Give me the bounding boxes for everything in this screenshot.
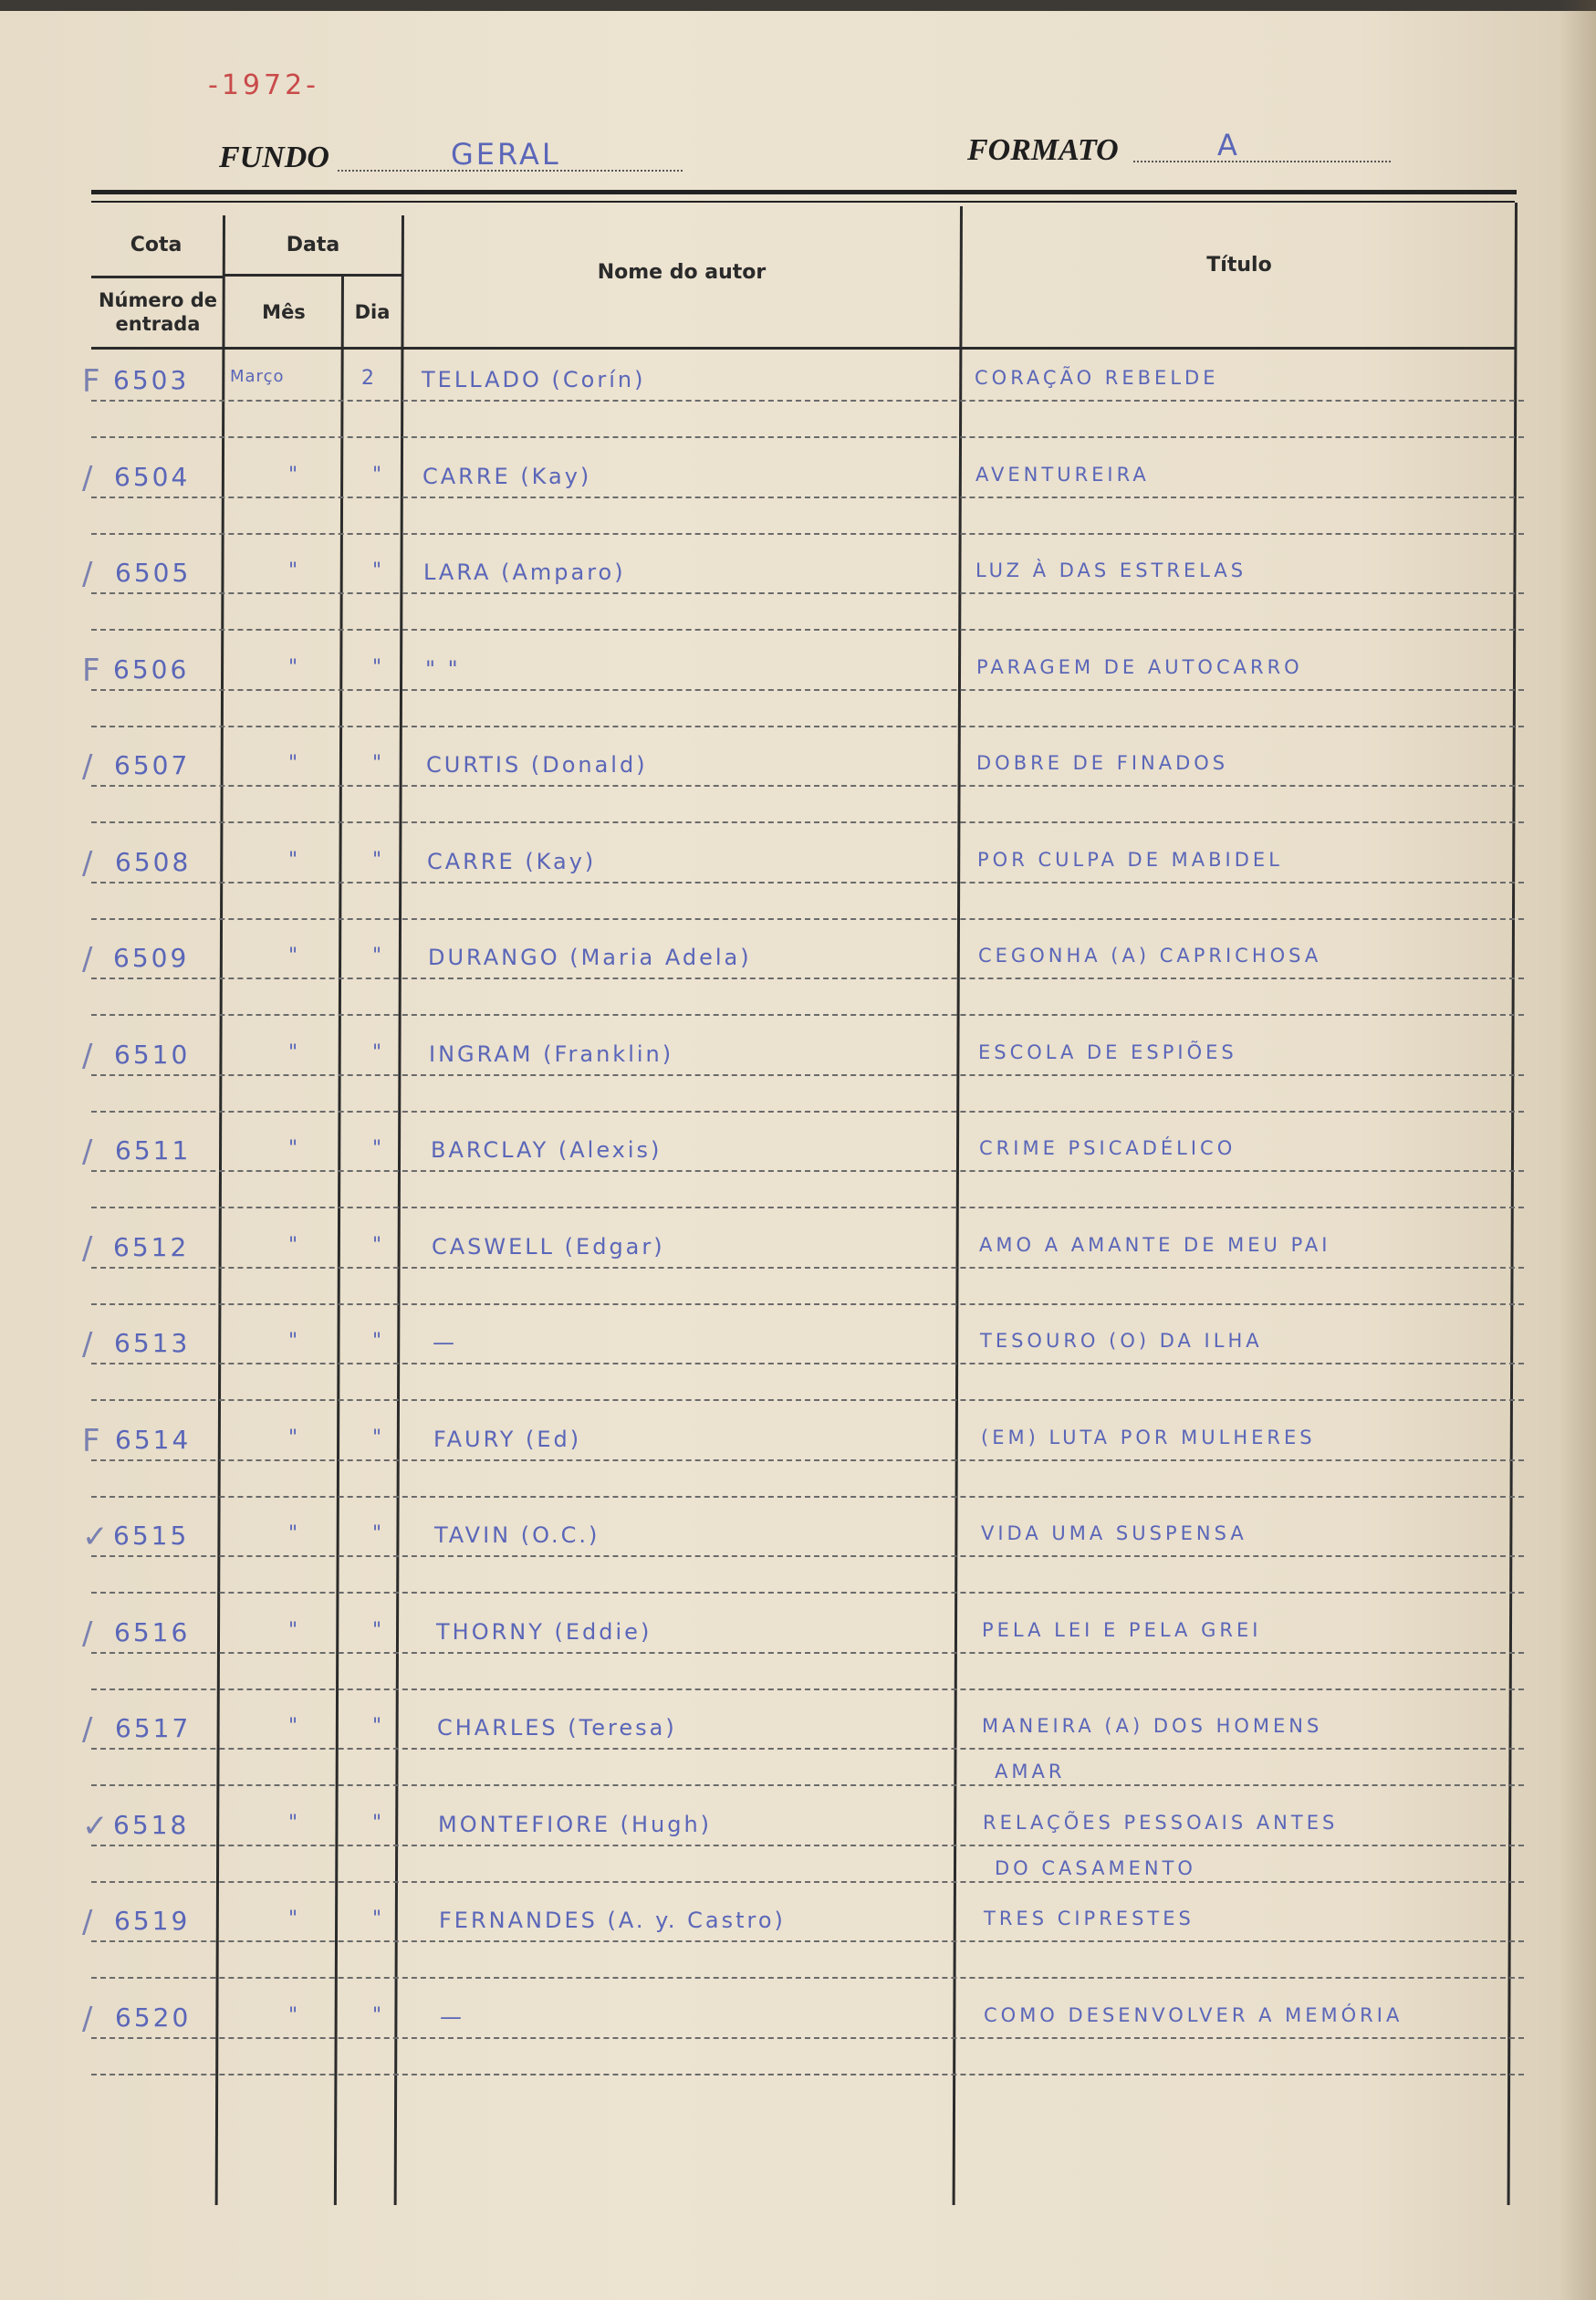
row-midline xyxy=(91,533,1524,535)
entry-number: 6506 xyxy=(113,653,190,685)
row-midline xyxy=(91,821,1524,823)
entry-author: " " xyxy=(425,655,461,682)
entry-author: CHARLES (Teresa) xyxy=(437,1715,677,1741)
entry-title: CORAÇÃO REBELDE xyxy=(975,367,1219,389)
entry-author: LARA (Amparo) xyxy=(423,559,626,585)
entry-mark: / xyxy=(82,941,96,978)
entry-author: — xyxy=(440,2003,464,2030)
titulo-header: Título xyxy=(1206,254,1272,277)
entry-title: RELAÇÕES PESSOAIS ANTES xyxy=(983,1811,1339,1834)
entry-number: 6511 xyxy=(115,1135,192,1166)
entry-number: 6518 xyxy=(113,1809,190,1840)
entry-mark: / xyxy=(82,1615,96,1652)
entry-month: " xyxy=(288,1040,301,1064)
entry-title: TESOURO (O) DA ILHA xyxy=(980,1330,1263,1352)
entry-title: CRIME PSICADÉLICO xyxy=(979,1137,1236,1159)
entry-number: 6503 xyxy=(113,365,190,395)
entry-day: " xyxy=(372,2003,385,2027)
row-midline xyxy=(91,1399,1524,1401)
entry-author: DURANGO (Maria Adela) xyxy=(428,945,752,970)
entry-number: 6520 xyxy=(115,2002,192,2033)
row-midline xyxy=(91,1111,1524,1113)
row-baseline xyxy=(91,592,1524,594)
entry-number: 6509 xyxy=(113,943,190,973)
entry-mark: ✓ xyxy=(82,1519,111,1555)
entry-mark: F xyxy=(82,652,103,689)
entry-month: " xyxy=(288,945,301,967)
row-midline xyxy=(91,1496,1524,1498)
entry-month: " xyxy=(288,1811,301,1835)
entry-mark: F xyxy=(82,363,103,400)
entry-mark: F xyxy=(82,1422,103,1459)
entry-mark: / xyxy=(82,1229,96,1267)
row-midline xyxy=(91,918,1524,920)
entry-author: CARRE (Kay) xyxy=(427,848,597,874)
row-baseline xyxy=(91,1652,1524,1654)
row-baseline xyxy=(91,1459,1524,1461)
entry-day: " xyxy=(372,1908,385,1930)
data-header: Data xyxy=(286,234,340,256)
entry-month: " xyxy=(288,463,301,486)
row-midline xyxy=(91,1014,1524,1016)
data-divider xyxy=(224,274,402,277)
mes-header: Mês xyxy=(262,301,306,323)
entry-title: COMO DESENVOLVER A MEMÓRIA xyxy=(984,2003,1403,2026)
row-baseline xyxy=(91,1267,1524,1269)
entry-month: " xyxy=(288,1522,301,1545)
entry-day: " xyxy=(372,752,385,775)
row-midline xyxy=(91,1207,1524,1208)
entry-number: 6513 xyxy=(114,1328,191,1358)
row-midline xyxy=(91,1881,1524,1883)
entry-title: MANEIRA (A) DOS HOMENS xyxy=(982,1715,1323,1737)
row-baseline xyxy=(91,1748,1524,1750)
entry-title: PELA LEI E PELA GREI xyxy=(982,1618,1262,1641)
entry-day: " xyxy=(372,1522,385,1545)
entry-title: AVENTUREIRA xyxy=(975,463,1150,486)
entry-day: " xyxy=(372,1233,385,1257)
entry-mark: / xyxy=(82,1711,96,1748)
row-midline xyxy=(91,726,1524,727)
entry-month: " xyxy=(288,848,301,872)
entry-mark: ✓ xyxy=(82,1807,111,1845)
dia-header: Dia xyxy=(354,301,391,323)
row-baseline xyxy=(91,882,1524,883)
entry-author: INGRAM (Franklin) xyxy=(429,1040,674,1067)
row-midline xyxy=(91,1688,1524,1690)
entry-number: 6519 xyxy=(114,1906,191,1936)
page-top-edge xyxy=(0,0,1596,11)
entry-title: DOBRE DE FINADOS xyxy=(976,752,1229,774)
entry-mark: / xyxy=(82,748,96,785)
entry-month: " xyxy=(288,1137,301,1160)
entry-author: FERNANDES (A. y. Castro) xyxy=(439,1908,786,1933)
entry-author: — xyxy=(433,1330,457,1355)
row-midline xyxy=(91,629,1524,631)
entry-title: PARAGEM DE AUTOCARRO xyxy=(976,655,1303,678)
entry-day: " xyxy=(372,945,385,967)
entry-month: " xyxy=(288,752,301,775)
entry-day: " xyxy=(372,559,385,582)
page-right-edge xyxy=(1559,0,1596,2300)
row-midline xyxy=(91,1592,1524,1594)
entry-author: CURTIS (Donald) xyxy=(426,752,648,778)
entry-author: FAURY (Ed) xyxy=(433,1426,582,1452)
entry-number: 6505 xyxy=(115,558,192,588)
entry-day: " xyxy=(372,1618,385,1642)
entry-number: 6510 xyxy=(114,1039,191,1070)
entry-month: " xyxy=(288,2003,301,2027)
entry-month: " xyxy=(288,1233,301,1257)
entry-title: AMO A AMANTE DE MEU PAI xyxy=(979,1233,1331,1256)
cota-divider xyxy=(91,276,224,278)
entry-month: " xyxy=(288,1330,301,1353)
entry-author: CARRE (Kay) xyxy=(422,463,592,489)
autor-header: Nome do autor xyxy=(597,261,767,284)
row-baseline xyxy=(91,1170,1524,1172)
entry-title: LUZ À DAS ESTRELAS xyxy=(975,559,1247,581)
entry-day: " xyxy=(372,655,385,679)
entry-day: " xyxy=(372,1715,385,1738)
formato-label: FORMATO xyxy=(967,133,1119,167)
entry-author: BARCLAY (Alexis) xyxy=(431,1137,662,1163)
entry-title: POR CULPA DE MABIDEL xyxy=(977,848,1283,871)
row-baseline xyxy=(91,978,1524,979)
formato-value: A xyxy=(1217,128,1240,162)
entry-month: " xyxy=(288,1618,301,1642)
entry-title-continued: AMAR xyxy=(995,1761,1066,1782)
entry-mark: / xyxy=(82,556,96,592)
row-baseline xyxy=(91,1555,1524,1557)
formato-line xyxy=(1133,161,1391,162)
entry-month: Março xyxy=(230,367,285,386)
row-baseline xyxy=(91,497,1524,498)
header-bottom-rule xyxy=(91,347,1517,350)
entry-number: 6516 xyxy=(114,1616,191,1647)
entry-mark: / xyxy=(82,1904,96,1940)
row-baseline xyxy=(91,2037,1524,2039)
entry-day: " xyxy=(372,1330,385,1353)
entry-day: " xyxy=(372,1426,385,1449)
entry-day: 2 xyxy=(361,367,377,390)
row-baseline xyxy=(91,785,1524,787)
row-midline xyxy=(91,2074,1524,2075)
entry-title: CEGONHA (A) CAPRICHOSA xyxy=(978,945,1322,967)
entry-day: " xyxy=(372,1811,385,1835)
header-rule-thin xyxy=(91,201,1515,203)
entry-month: " xyxy=(288,1908,301,1930)
entry-number: 6508 xyxy=(115,846,192,877)
entry-day: " xyxy=(372,848,385,872)
entry-title-continued: DO CASAMENTO xyxy=(995,1856,1196,1879)
row-baseline xyxy=(91,1074,1524,1076)
entry-mark: / xyxy=(82,2000,96,2037)
entry-day: " xyxy=(372,1040,385,1064)
row-baseline xyxy=(91,1940,1524,1942)
row-baseline xyxy=(91,400,1524,402)
header-rule-top xyxy=(91,190,1517,194)
row-baseline xyxy=(91,1363,1524,1364)
cota-header: Cota xyxy=(130,234,183,256)
entry-author: MONTEFIORE (Hugh) xyxy=(438,1811,713,1837)
entry-author: TELLADO (Corín) xyxy=(422,367,646,392)
fundo-label: FUNDO xyxy=(219,141,329,174)
entry-number: 6514 xyxy=(115,1424,192,1455)
fundo-value: GERAL xyxy=(451,137,561,172)
entry-mark: / xyxy=(82,459,96,497)
entry-day: " xyxy=(372,463,385,486)
entry-author: TAVIN (O.C.) xyxy=(434,1522,600,1548)
row-midline xyxy=(91,1784,1524,1786)
entry-number: 6517 xyxy=(115,1713,192,1743)
year-note: -1972- xyxy=(208,69,319,101)
entry-number: 6515 xyxy=(113,1521,190,1551)
entry-day: " xyxy=(372,1137,385,1160)
entry-title: ESCOLA DE ESPIÕES xyxy=(978,1040,1237,1063)
row-baseline xyxy=(91,689,1524,691)
entry-number: 6512 xyxy=(113,1231,190,1262)
entry-mark: / xyxy=(82,1134,96,1170)
row-baseline xyxy=(91,1845,1524,1846)
entry-mark: / xyxy=(82,1326,96,1363)
entry-month: " xyxy=(288,559,301,582)
entry-mark: / xyxy=(82,1037,96,1074)
entry-month: " xyxy=(288,1715,301,1738)
entry-mark: / xyxy=(82,844,96,882)
row-midline xyxy=(91,436,1524,438)
entry-month: " xyxy=(288,1426,301,1449)
entry-title: TRES CIPRESTES xyxy=(984,1908,1194,1929)
numero-entrada-header: Número de entrada xyxy=(98,289,218,335)
entry-author: CASWELL (Edgar) xyxy=(432,1233,665,1260)
entry-author: THORNY (Eddie) xyxy=(436,1618,652,1645)
entry-title: (EM) LUTA POR MULHERES xyxy=(981,1426,1316,1448)
row-midline xyxy=(91,1977,1524,1979)
entry-month: " xyxy=(288,655,301,679)
entry-title: VIDA UMA SUSPENSA xyxy=(981,1522,1247,1544)
entry-number: 6507 xyxy=(114,750,191,780)
entry-number: 6504 xyxy=(114,461,191,492)
row-midline xyxy=(91,1303,1524,1305)
